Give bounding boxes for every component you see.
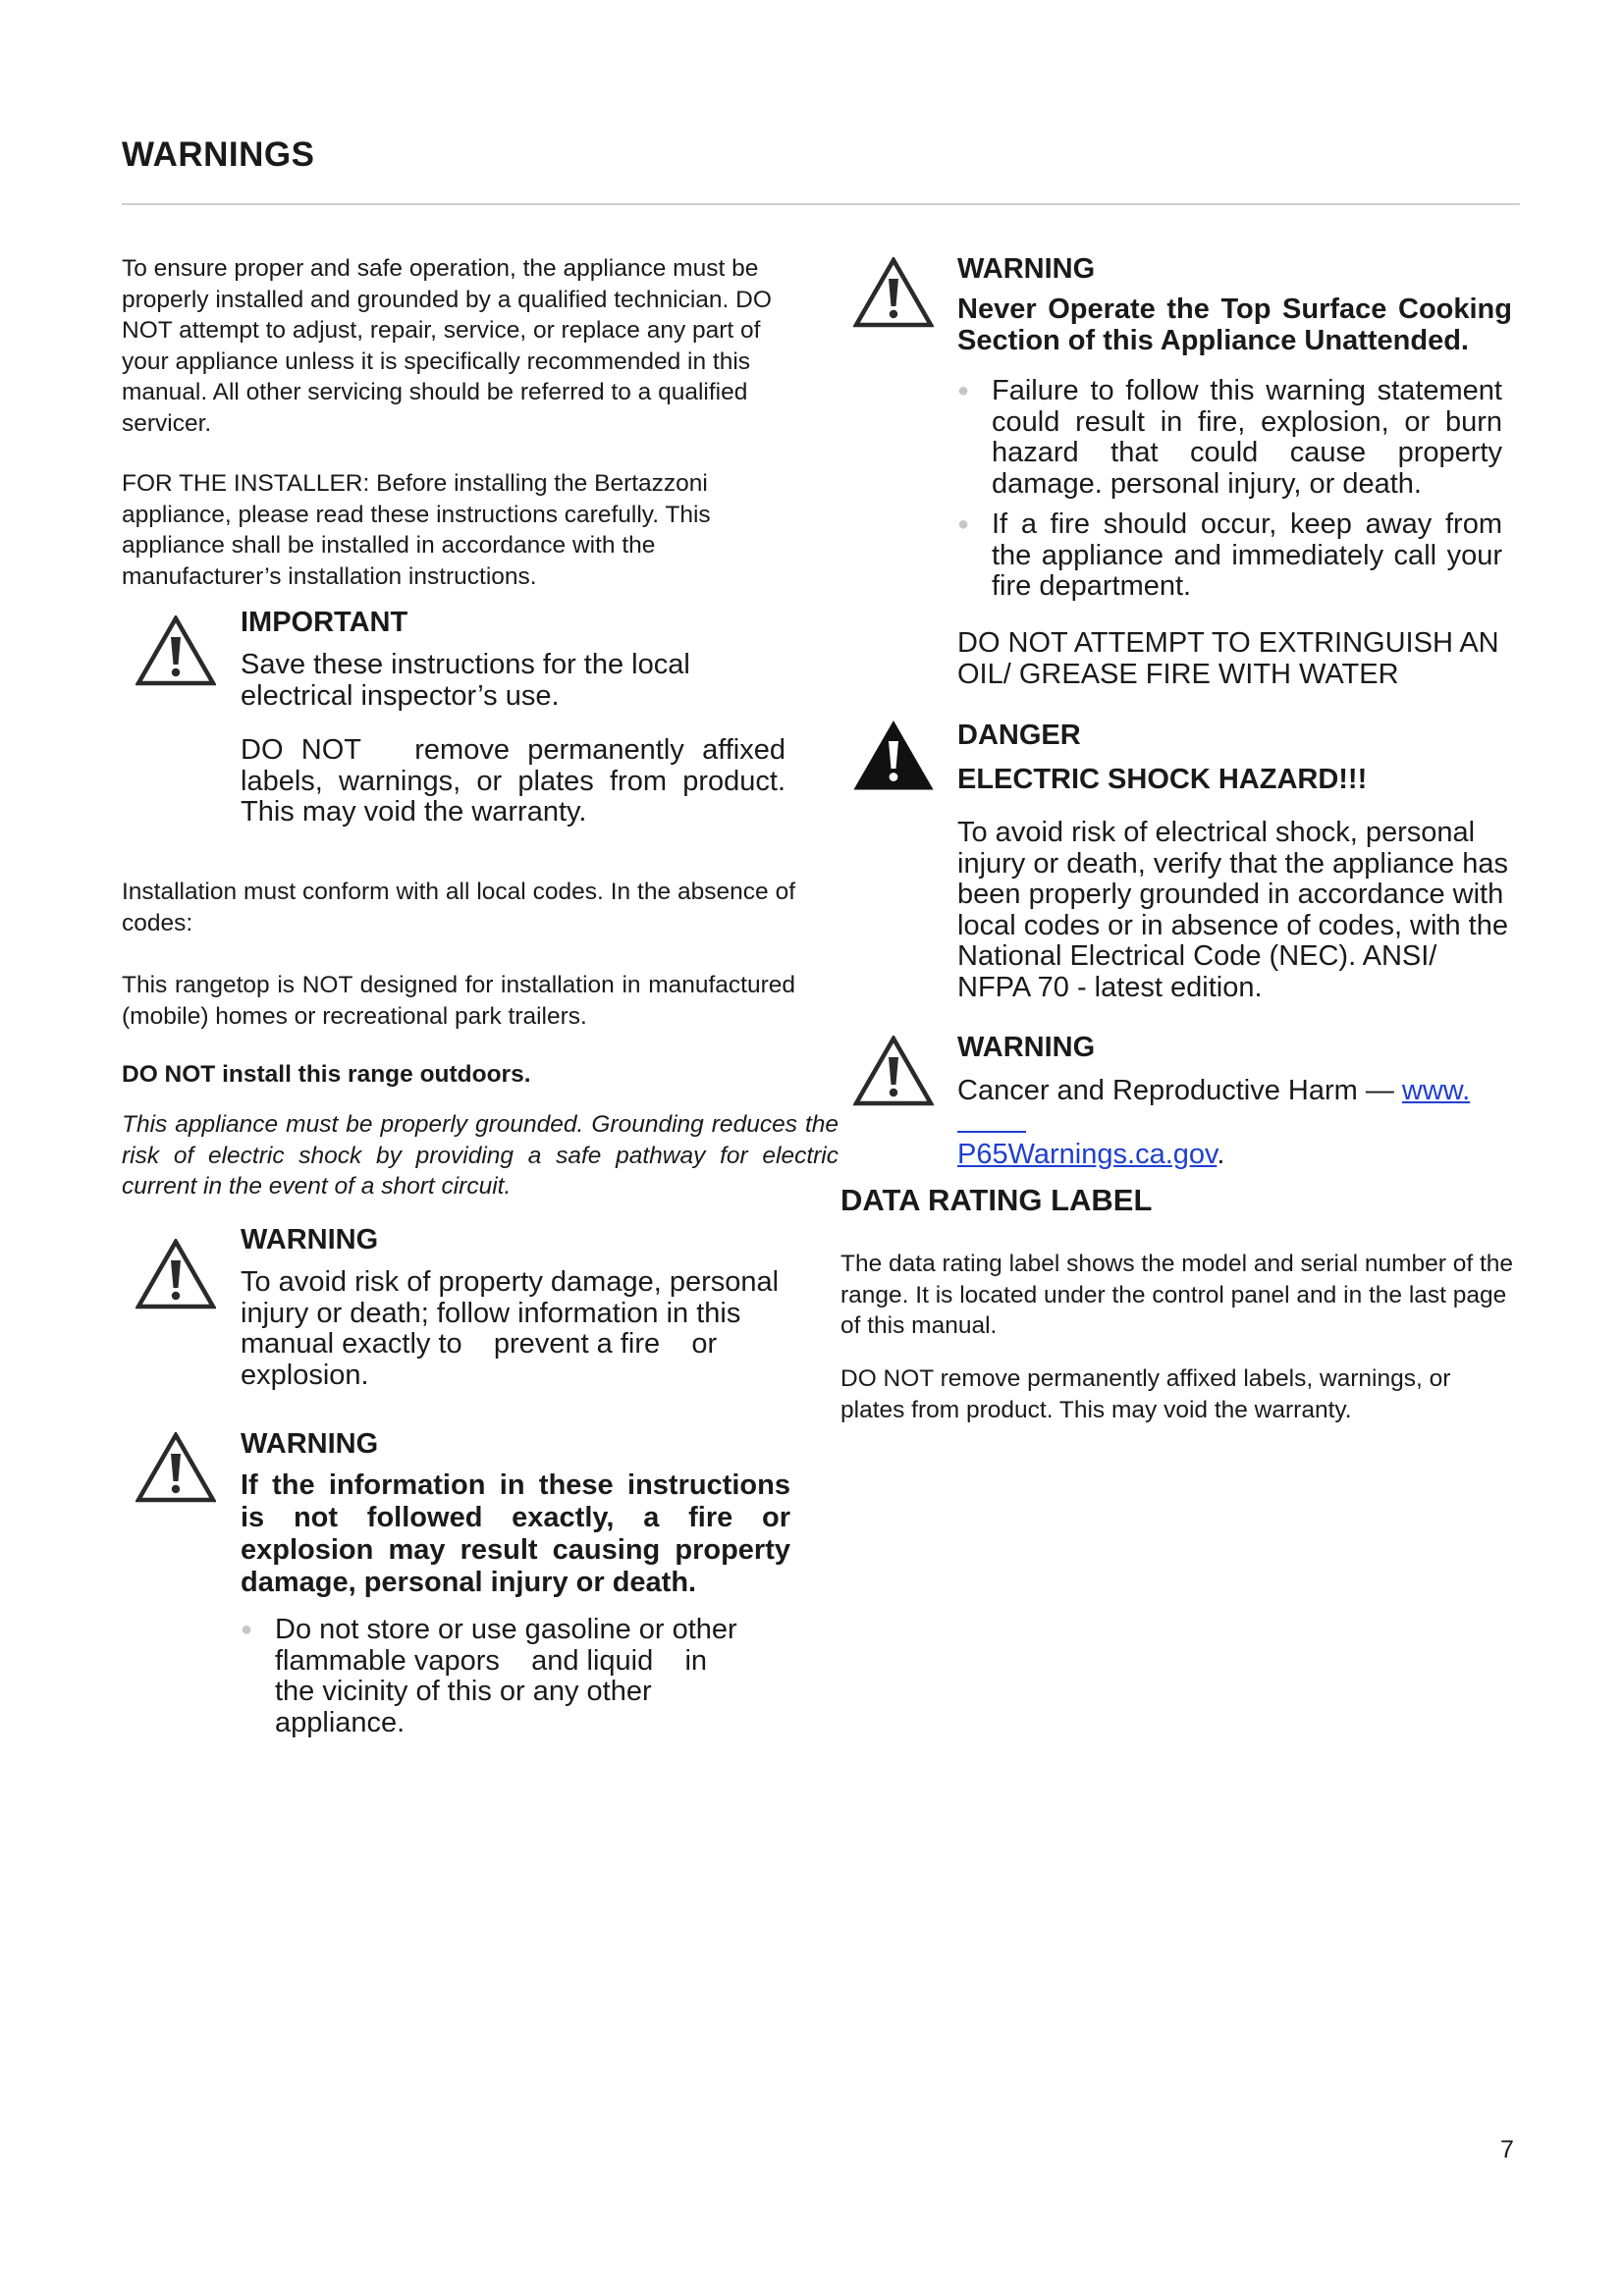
warning-title: WARNING	[241, 1428, 379, 1460]
warning-prop65-text	[957, 1076, 1527, 1171]
bullet-dot-icon: ●	[957, 380, 970, 401]
warning-title: WARNING	[957, 253, 1096, 285]
bullet-text: Do not store or use gasoline or other flammable vapors and liquid in the vicinity of this or any other appliance.	[275, 1614, 745, 1738]
bullet-text: If a fire should occur, keep away from the appliance and immediately call your fire department.	[992, 508, 1502, 602]
list-item	[241, 1615, 751, 1738]
warning-triangle-icon	[135, 1432, 216, 1503]
warning-property-damage-text: To avoid risk of property damage, personal injury or death; follow information in this manual exactly to prevent a fire or explosion.	[241, 1266, 787, 1391]
important-affixed-labels-text: DO NOT remove permanently affixed labels, warnings, or plates from product. This may void the warranty.	[241, 734, 794, 828]
warning-triangle-icon	[853, 1036, 934, 1106]
outdoors-warning: DO NOT install this range outdoors.	[122, 1061, 531, 1088]
list-item	[957, 376, 1502, 500]
data-rating-text: The data rating label shows the model and serial number of the range. It is located under the control panel and in the last page of this manual.	[840, 1251, 1514, 1339]
danger-triangle-icon	[853, 721, 934, 791]
intro-paragraph: To ensure proper and safe operation, the appliance must be properly installed and grounded by a qualified technician. DO NOT attempt to adjust, repair, service, or replace any part of your appliance unless it is specifically recommended in this manual. All other servicing should be referred to a qualified servicer.	[122, 255, 772, 437]
codes-paragraph: Installation must conform with all local codes. In the absence of codes:	[122, 879, 795, 936]
grounding-paragraph: This appliance must be properly grounded. Grounding reduces the risk of electric shock by providing a safe pathway for electric current in the event of a short circuit.	[122, 1111, 839, 1200]
bullet-dot-icon: ●	[957, 513, 970, 535]
danger-shock-text: To avoid risk of electrical shock, personal injury or death, verify that the appliance has been properly grounded in accordance with local codes or in absence of codes, with the National Electrical Code (NEC). ANSI/ NFPA 70 - latest edition.	[957, 817, 1508, 1003]
data-rating-affixed-labels-text: DO NOT remove permanently affixed labels, warnings, or plates from product. This may void the warranty.	[840, 1365, 1451, 1423]
prop65-text-prefix: Cancer and Reproductive Harm —	[957, 1075, 1394, 1106]
important-text: Save these instructions for the local electrical inspector’s use.	[241, 649, 690, 712]
warning-triangle-icon	[853, 257, 934, 328]
warning-triangle-icon	[135, 1239, 216, 1309]
rangetop-paragraph: This rangetop is NOT designed for installation in manufactured (mobile) homes or recreational park trailers.	[122, 972, 795, 1030]
prop65-link[interactable]: www.	[1401, 1075, 1471, 1106]
important-title: IMPORTANT	[241, 607, 408, 638]
list-item	[957, 509, 1502, 603]
title-divider	[122, 203, 1520, 205]
grease-fire-warning: DO NOT ATTEMPT TO EXTRINGUISH AN OIL/ GREASE FIRE WITH WATER	[957, 627, 1499, 690]
warning-title: WARNING	[957, 1032, 1096, 1063]
warning-triangle-icon	[135, 615, 216, 686]
page-number: 7	[1500, 2136, 1514, 2163]
warning-unattended-subtitle: Never Operate the Top Surface Cooking Section of this Appliance Unattended.	[957, 294, 1512, 356]
warning-bullet-list	[957, 376, 1502, 603]
prop65-text-suffix: .	[1217, 1139, 1225, 1170]
data-rating-heading: DATA RATING LABEL	[840, 1183, 1153, 1217]
danger-title: DANGER	[957, 720, 1081, 751]
bullet-text: Failure to follow this warning statement could result in fire, explosion, or burn hazard that could cause property damage. personal injury, or death.	[992, 375, 1502, 500]
page-title: WARNINGS	[122, 135, 315, 174]
warning-fire-explosion-text: If the information in these instructions is not followed exactly, a fire or explosion may result causing property damage, personal injury or death.	[241, 1469, 790, 1598]
warning-title: WARNING	[241, 1224, 379, 1255]
bullet-dot-icon: ●	[241, 1619, 253, 1640]
prop65-link[interactable]: P65Warnings.ca.gov	[957, 1139, 1218, 1170]
link-underline	[957, 1107, 1026, 1133]
danger-subtitle: ELECTRIC SHOCK HAZARD!!!	[957, 764, 1368, 795]
installer-paragraph: FOR THE INSTALLER: Before installing the Bertazzoni appliance, please read these instructions carefully. This appliance shall be installed in accordance with the manufacturer’s installation instructions.	[122, 470, 711, 590]
warning-bullet-list	[241, 1615, 751, 1738]
